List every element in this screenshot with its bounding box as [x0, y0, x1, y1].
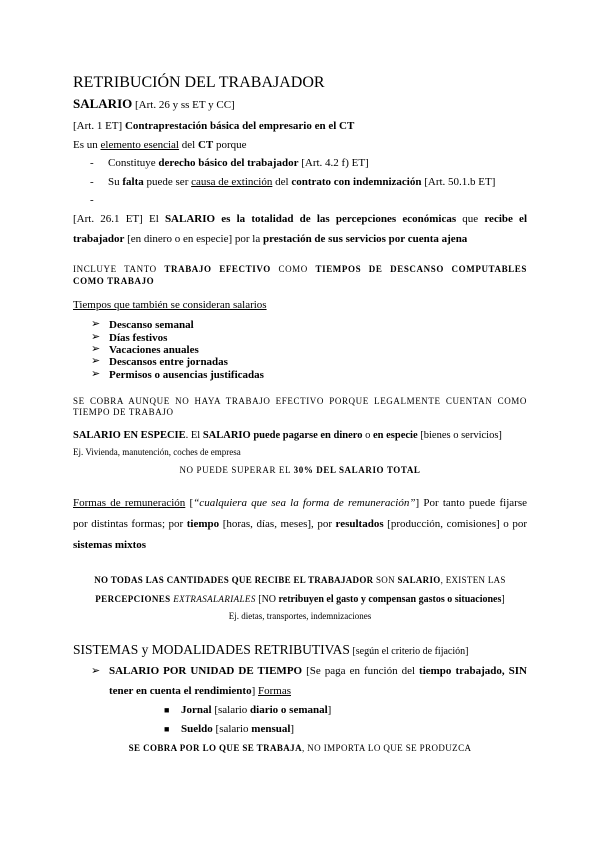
square-bullet-icon: ■: [164, 724, 170, 734]
art26-line-2: trabajador [en dinero o en especie] por la prestación de sus servicios por cuenta ajena: [73, 233, 468, 245]
tiempos-heading: Tiempos que también se consideran salarios: [73, 299, 267, 311]
no-todas-line-2: PERCEPCIONES EXTRASALARIALES [NO retribuyen el gasto y compensan gastos o situaciones]: [95, 594, 505, 605]
arrow-icon: ➢: [91, 665, 101, 677]
forma-item-jornal: Jornal [salario diario o semanal]: [181, 704, 332, 716]
page-title: RETRIBUCIÓN DEL TRABAJADOR: [73, 74, 325, 91]
arrow-icon: ➢: [91, 355, 101, 367]
list-item: Descansos entre jornadas: [109, 356, 228, 368]
square-bullet-icon: ■: [164, 705, 170, 715]
formas-line-3: sistemas mixtos: [73, 539, 147, 551]
se-cobra-2-line: SE COBRA POR LO QUE SE TRABAJA, NO IMPORTA LO QUE SE PRODUZCA: [128, 743, 472, 753]
salario-heading: SALARIO [Art. 26 y ss ET y CC]: [73, 96, 235, 111]
arrow-icon: ➢: [91, 343, 101, 355]
formas-line-1: Formas de remuneración [“cualquiera que sea la forma de remuneración”] Por tanto puede fijarse: [73, 497, 528, 509]
formas-line-2: por distintas formas; por tiempo [horas, días, meses], por resultados [producción, comisiones] o por: [73, 518, 528, 530]
list-item: Vacaciones anuales: [109, 344, 199, 356]
especie-example: Ej. Vivienda, manutención, coches de empresa: [73, 447, 241, 457]
art1-line: [Art. 1 ET] Contraprestación básica del empresario en el CT: [73, 120, 355, 132]
arrow-icon: ➢: [91, 331, 101, 343]
art26-line-1: [Art. 26.1 ET] El SALARIO es la totalidad de las percepciones económicas que recibe el: [73, 213, 527, 225]
incluye-line-2: COMO TRABAJO: [73, 276, 155, 286]
no-superar-line: NO PUEDE SUPERAR EL 30% DEL SALARIO TOTAL: [179, 465, 421, 475]
list-item: Días festivos: [109, 332, 168, 344]
arrow-icon: ➢: [91, 318, 101, 330]
elemento-line: Es un elemento esencial del CT porque: [73, 139, 247, 151]
bullet-item: Su falta puede ser causa de extinción del contrato con indemnización [Art. 50.1.b ET]: [108, 176, 496, 188]
dash-icon: -: [90, 176, 94, 188]
especie-line: SALARIO EN ESPECIE. El SALARIO puede pagarse en dinero o en especie [bienes o servicios]: [73, 430, 502, 441]
se-cobra-line-1: SE COBRA AUNQUE NO HAYA TRABAJO EFECTIVO PORQUE LEGALMENTE CUENTAN COMO: [73, 396, 527, 406]
dash-icon: -: [90, 157, 94, 169]
list-item: Descanso semanal: [109, 319, 194, 331]
list-item: Permisos o ausencias justificadas: [109, 369, 264, 381]
se-cobra-line-2: TIEMPO DE TRABAJO: [73, 407, 174, 417]
sistemas-heading: SISTEMAS y MODALIDADES RETRIBUTIVAS [según el criterio de fijación]: [73, 642, 469, 657]
bullet-item: Constituye derecho básico del trabajador [Art. 4.2 f) ET]: [108, 157, 369, 169]
unidad-tiempo-line-1: SALARIO POR UNIDAD DE TIEMPO [Se paga en función del tiempo trabajado, SIN: [109, 665, 527, 677]
unidad-tiempo-line-2: tener en cuenta el rendimiento] Formas: [109, 685, 291, 697]
no-todas-line-1: NO TODAS LAS CANTIDADES QUE RECIBE EL TRABAJADOR SON SALARIO, EXISTEN LAS: [94, 575, 506, 585]
dash-icon: -: [90, 194, 94, 206]
arrow-icon: ➢: [91, 368, 101, 380]
no-todas-example: Ej. dietas, transportes, indemnizaciones: [228, 611, 372, 621]
incluye-line-1: INCLUYE TANTO TRABAJO EFECTIVO COMO TIEMPOS DE DESCANSO COMPUTABLES: [73, 264, 527, 274]
forma-item-sueldo: Sueldo [salario mensual]: [181, 723, 295, 735]
